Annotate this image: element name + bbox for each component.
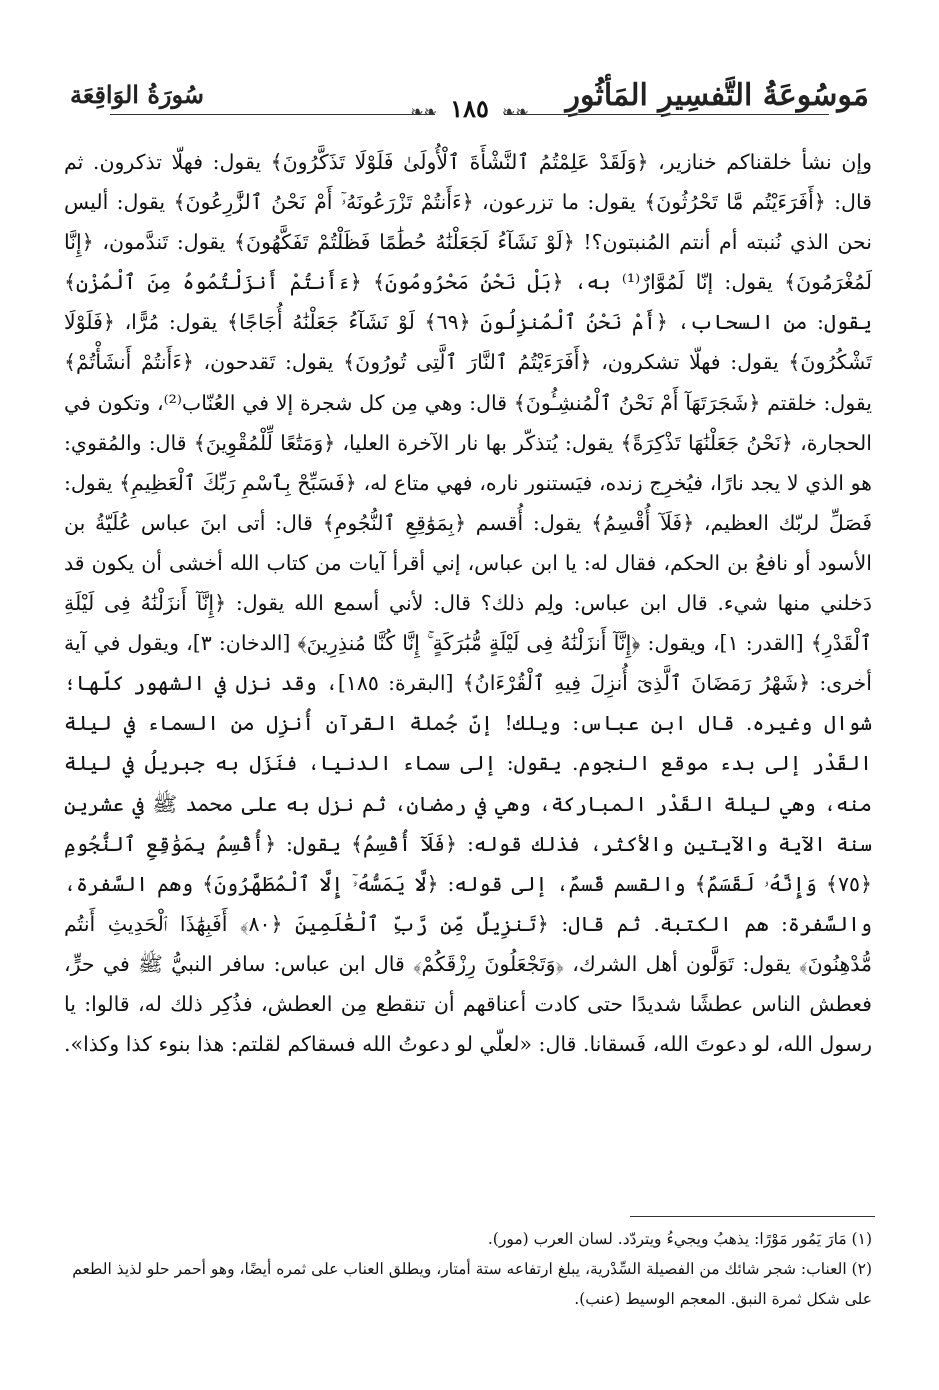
page-header — [70, 70, 869, 130]
ornament-right-icon: ❧❧ — [501, 102, 529, 121]
ornament-left-icon: ❧❧ — [410, 102, 438, 121]
page-number: ١٨٥ — [450, 94, 489, 123]
main-text — [64, 142, 872, 1064]
footnote-2: (٢) العناب: شجر شائك من الفصيلة السِّدْرية، يبلغ ارتفاعه ستة أمتار، ويطلق العناب على ثمره أيضًا، وهو أحمر حلو لذيذ الطعم على شكل ثمرة النبق. المعجم الوسيط (عنب). — [72, 1260, 872, 1308]
page-number-block — [70, 94, 869, 123]
footnote-separator — [630, 1216, 875, 1217]
footnotes — [64, 1224, 872, 1314]
book-title: مَوسُوعَةُ التَّفسِيرِ المَأثُورِ — [565, 78, 869, 113]
footnote-1: (١) مَارَ يَمُور مَوْرًا: يذهبُ ويجيءُ ويتردّد. لسان العرب (مور). — [487, 1230, 872, 1248]
surah-title: سُورَةُ الوَاقِعَة — [70, 80, 204, 109]
body-paragraph: وإن نشأ خلقناكم خنازير، ﴿وَلَقَدْ عَلِمْتُمُ ٱلنَّشْأَةَ ٱلْأُولَىٰ فَلَوْلَا تَذَكَّرُونَ﴾ يقول: فهلّا تذكرون. ثم قال: ﴿أَفَرَءَيْتُم مَّا تَحْرُثُونَ﴾ يقول: ما تزرعون، ﴿ءَأَنتُمْ تَزْرَعُونَهُۥٓ أَمْ نَحْنُ ٱلزَّٰرِعُونَ﴾ يقول: أليس نحن الذي نُنبته أم أنتم المُنبتون؟! ﴿لَوْ نَشَآءُ لَجَعَلْنَٰهُ حُطَٰمًا فَظَلْتُمْ تَفَكَّهُونَ﴾ يقول: تَندَّمون، ﴿إِنَّا لَمُغْرَمُونَ﴾ يقول: إنّا لَمُوَّارٌ⁽¹⁾ به، ﴿بَلْ نَحْنُ مَحْرُومُونَ﴾ ﴿ءَأَنتُمْ أَنزَلْتُمُوهُ مِنَ ٱلْمُزْنِ﴾ يقول: من السحاب، ﴿أَمْ نَحْنُ ٱلْمُنزِلُونَ ﴿٦٩﴾ لَوْ نَشَآءُ جَعَلْنَٰهُ أُجَاجًا﴾ يقول: مُرًّا، ﴿فَلَوْلَا تَشْكُرُونَ﴾ يقول: فهلّا تشكرون، ﴿أَفَرَءَيْتُمُ ٱلنَّارَ ٱلَّتِى تُورُونَ﴾ يقول: تَقدحون، ﴿ءَأَنتُمْ أَنشَأْتُمْ﴾ يقول: خلقتم ﴿شَجَرَتَهَآ أَمْ نَحْنُ ٱلْمُنشِـُٔونَ﴾ قال: وهي مِن كل شجرة إلا في العُنّاب⁽²⁾، وتكون في الحجارة، ﴿نَحْنُ جَعَلْنَٰهَا تَذْكِرَةً﴾ يقول: يُتذكّر بها نار الآخرة العليا، ﴿وَمَتَٰعًا لِّلْمُقْوِينَ﴾ قال: والمُقوي: هو الذي لا يجد نارًا، فيُخرِج زنده، فيَستنور ناره، فهي متاع له، ﴿فَسَبِّحْ بِٱسْمِ رَبِّكَ ٱلْعَظِيمِ﴾ يقول: فَصَلِّ لربّك العظيم، ﴿فَلَآ أُقْسِمُ﴾ يقول: أُقسم ﴿بِمَوَٰقِعِ ٱلنُّجُومِ﴾ قال: أتى ابنَ عباس عُلَيّةُ بن الأسود أو نافعُ بن الحكم، فقال له: يا ابن عباس، إني أقرأ آيات من كتاب الله أخشى أن يكون قد دَخلني منها شيء. قال ابن عباس: ولِم ذلك؟ قال: لأني أسمع الله يقول: ﴿إِنَّآ أَنزَلْنَٰهُ فِى لَيْلَةِ ٱلْقَدْرِ﴾ [القدر: ١]، ويقول: ﴿إِنَّآ أَنزَلْنَٰهُ فِى لَيْلَةٍ مُّبَٰرَكَةٍ ۚ إِنَّا كُنَّا مُنذِرِينَ﴾ [الدخان: ٣]، ويقول في آية أخرى: ﴿شَهْرُ رَمَضَانَ ٱلَّذِىٓ أُنزِلَ فِيهِ ٱلْقُرْءَانُ﴾ [البقرة: ١٨٥]، وقد نزل في الشهور كلّها؛ شوال وغيره. قال ابن عباس: ويلك! إنّ جُملة القرآن أُنزِل من السماء في ليلة القَدْر إلى بدء موقع النجوم. يقول: إلى سماء الدنيا، فنَزَل به جبريلُ في ليلة منه، وهي ليلة القَدْر المباركة، وهي في رمضان، ثم نزل به على محمد ﷺ في عشرين سنة الآية والآيتين والأكثر، فذلك قوله: ﴿فَلَآ أُقْسِمُ﴾ يقول: ﴿أُقْسِمُ بِمَوَٰقِعِ ٱلنُّجُومِ ﴿٧٥﴾ وَإِنَّهُۥ لَقَسَمٌ﴾ والقسم قَسمٌ، إلى قوله: ﴿لَّا يَمَسُّهُۥٓ إِلَّا ٱلْمُطَهَّرُونَ﴾ وهم السَّفرة، والسَّفرة: هم الكتبة. ثم قال: ﴿تَنزِيلٌ مِّن رَّبِّ ٱلْعَٰلَمِينَ ﴿٨٠﴾ أَفَبِهَٰذَا ٱلْحَدِيثِ أَنتُم مُّدْهِنُونَ﴾ يقول: تَوَلَّون أهل الشرك، ﴿وَتَجْعَلُونَ رِزْقَكُمْ﴾ قال ابن عباس: سافر النبيُّ ﷺ في حرٍّ، فعطش الناس عطشًا شديدًا حتى كادت أعناقهم أن تنقطع مِن العطش، فذُكِر ذلك له، قالوا: يا رسول الله، لو دعوتَ الله، فَسقانا. قال: «لعلّي لو دعوتُ الله فسقاكم لقلتم: هذا بنوء كذا وكذا». — [64, 150, 872, 1057]
